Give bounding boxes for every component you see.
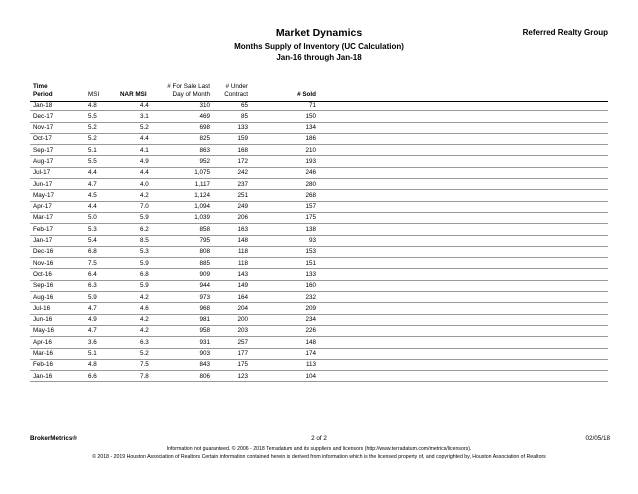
cell-sold: 209 bbox=[305, 304, 316, 312]
cell-msi: 5.2 bbox=[88, 124, 97, 132]
cell-msi: 5.1 bbox=[88, 146, 97, 154]
cell-time-period: Apr-17 bbox=[33, 203, 52, 211]
table-body bbox=[30, 100, 608, 382]
cell-time-period: Nov-17 bbox=[33, 124, 54, 132]
footer-copyright: © 2018 - 2019 Houston Association of Realtors Certain information contained herein is derived from information which is the licensed property of, and copyrighted by, Houston Association of Realtors bbox=[92, 454, 546, 460]
cell-for-sale: 858 bbox=[199, 225, 210, 233]
cell-for-sale: 1,124 bbox=[194, 191, 210, 199]
cell-msi: 6.3 bbox=[88, 282, 97, 290]
cell-under-contract: 172 bbox=[237, 157, 248, 165]
cell-nar-msi: 4.4 bbox=[140, 169, 149, 177]
brokerage-name: Referred Realty Group bbox=[522, 28, 608, 37]
cell-nar-msi: 3.1 bbox=[140, 112, 149, 120]
cell-msi: 5.5 bbox=[88, 157, 97, 165]
cell-msi: 4.7 bbox=[88, 304, 97, 312]
cell-time-period: Sep-16 bbox=[33, 282, 54, 290]
cell-time-period: Jun-16 bbox=[33, 316, 53, 324]
cell-time-period: Aug-17 bbox=[33, 157, 54, 165]
cell-msi: 4.7 bbox=[88, 180, 97, 188]
cell-nar-msi: 6.8 bbox=[140, 270, 149, 278]
cell-under-contract: 163 bbox=[237, 225, 248, 233]
cell-under-contract: 123 bbox=[237, 372, 248, 380]
cell-for-sale: 795 bbox=[199, 237, 210, 245]
table-row bbox=[30, 337, 608, 348]
cell-nar-msi: 8.5 bbox=[140, 237, 149, 245]
cell-for-sale: 1,094 bbox=[194, 203, 210, 211]
cell-for-sale: 944 bbox=[199, 282, 210, 290]
cell-nar-msi: 4.6 bbox=[140, 304, 149, 312]
cell-time-period: Dec-16 bbox=[33, 248, 54, 256]
cell-under-contract: 204 bbox=[237, 304, 248, 312]
cell-msi: 4.5 bbox=[88, 191, 97, 199]
column-header-for-sale bbox=[155, 83, 210, 99]
cell-for-sale: 469 bbox=[199, 112, 210, 120]
cell-nar-msi: 7.5 bbox=[140, 361, 149, 369]
cell-for-sale: 909 bbox=[199, 270, 210, 278]
footer-page-number: 2 of 2 bbox=[311, 435, 327, 442]
cell-for-sale: 1,075 bbox=[194, 169, 210, 177]
column-header-line: Period bbox=[33, 91, 53, 98]
table-row bbox=[30, 292, 608, 303]
cell-sold: 150 bbox=[305, 112, 316, 120]
cell-sold: 280 bbox=[305, 180, 316, 188]
cell-time-period: Nov-16 bbox=[33, 259, 54, 267]
cell-time-period: Jan-16 bbox=[33, 372, 53, 380]
cell-time-period: Jan-18 bbox=[33, 101, 53, 109]
column-header-sold: # Sold bbox=[297, 91, 316, 98]
cell-nar-msi: 4.9 bbox=[140, 157, 149, 165]
table-row bbox=[30, 269, 608, 280]
cell-nar-msi: 5.2 bbox=[140, 124, 149, 132]
table-row bbox=[30, 145, 608, 156]
cell-time-period: Apr-16 bbox=[33, 338, 52, 346]
column-header-time-period bbox=[33, 83, 53, 99]
report-date-range: Jan-16 through Jan-18 bbox=[276, 53, 362, 62]
table-row bbox=[30, 326, 608, 337]
cell-nar-msi: 5.9 bbox=[140, 214, 149, 222]
table-row bbox=[30, 156, 608, 167]
cell-sold: 193 bbox=[305, 157, 316, 165]
cell-nar-msi: 5.9 bbox=[140, 282, 149, 290]
cell-nar-msi: 5.9 bbox=[140, 259, 149, 267]
table-row bbox=[30, 213, 608, 224]
cell-msi: 4.9 bbox=[88, 316, 97, 324]
cell-time-period: Sep-17 bbox=[33, 146, 54, 154]
cell-sold: 232 bbox=[305, 293, 316, 301]
cell-under-contract: 200 bbox=[237, 316, 248, 324]
cell-sold: 157 bbox=[305, 203, 316, 211]
cell-time-period: Oct-17 bbox=[33, 135, 52, 143]
cell-time-period: May-17 bbox=[33, 191, 54, 199]
cell-under-contract: 148 bbox=[237, 237, 248, 245]
report-title: Market Dynamics bbox=[275, 27, 363, 39]
table-row bbox=[30, 281, 608, 292]
cell-sold: 134 bbox=[305, 124, 316, 132]
cell-nar-msi: 4.2 bbox=[140, 316, 149, 324]
cell-under-contract: 249 bbox=[237, 203, 248, 211]
cell-for-sale: 952 bbox=[199, 157, 210, 165]
cell-under-contract: 159 bbox=[237, 135, 248, 143]
column-header-line: # Under bbox=[225, 83, 248, 90]
cell-for-sale: 310 bbox=[199, 101, 210, 109]
cell-under-contract: 65 bbox=[240, 101, 248, 109]
cell-msi: 6.6 bbox=[88, 372, 97, 380]
cell-under-contract: 257 bbox=[237, 338, 248, 346]
table-row bbox=[30, 190, 608, 201]
cell-under-contract: 242 bbox=[237, 169, 248, 177]
table-row bbox=[30, 202, 608, 213]
cell-for-sale: 968 bbox=[199, 304, 210, 312]
cell-under-contract: 168 bbox=[237, 146, 248, 154]
column-header-under-contract bbox=[220, 83, 248, 99]
cell-msi: 4.4 bbox=[88, 169, 97, 177]
cell-under-contract: 85 bbox=[240, 112, 248, 120]
cell-nar-msi: 4.4 bbox=[140, 101, 149, 109]
cell-for-sale: 843 bbox=[199, 361, 210, 369]
cell-msi: 5.4 bbox=[88, 237, 97, 245]
cell-under-contract: 206 bbox=[237, 214, 248, 222]
table-row bbox=[30, 134, 608, 145]
table-row bbox=[30, 315, 608, 326]
cell-for-sale: 958 bbox=[199, 327, 210, 335]
table-row bbox=[30, 349, 608, 360]
table-row bbox=[30, 224, 608, 235]
cell-sold: 104 bbox=[305, 372, 316, 380]
cell-under-contract: 118 bbox=[237, 259, 248, 267]
cell-sold: 268 bbox=[305, 191, 316, 199]
cell-for-sale: 806 bbox=[199, 372, 210, 380]
cell-sold: 93 bbox=[308, 237, 316, 245]
cell-under-contract: 149 bbox=[237, 282, 248, 290]
table-row bbox=[30, 236, 608, 247]
cell-under-contract: 177 bbox=[237, 350, 248, 358]
cell-for-sale: 1,117 bbox=[194, 180, 210, 188]
table-row bbox=[30, 258, 608, 269]
table-row bbox=[30, 179, 608, 190]
cell-msi: 5.0 bbox=[88, 214, 97, 222]
table-row bbox=[30, 303, 608, 314]
cell-nar-msi: 4.1 bbox=[140, 146, 149, 154]
cell-msi: 5.9 bbox=[88, 293, 97, 301]
cell-msi: 6.4 bbox=[88, 270, 97, 278]
cell-time-period: Oct-16 bbox=[33, 270, 52, 278]
cell-sold: 226 bbox=[305, 327, 316, 335]
cell-nar-msi: 6.3 bbox=[140, 338, 149, 346]
cell-for-sale: 863 bbox=[199, 146, 210, 154]
cell-time-period: Dec-17 bbox=[33, 112, 54, 120]
cell-msi: 4.8 bbox=[88, 361, 97, 369]
cell-msi: 5.2 bbox=[88, 135, 97, 143]
table-header bbox=[30, 81, 608, 102]
cell-nar-msi: 4.4 bbox=[140, 135, 149, 143]
cell-nar-msi: 4.0 bbox=[140, 180, 149, 188]
footer-disclaimer: Information not guaranteed. © 2006 - 2018 Terradatum and its suppliers and licensors (http://www.terradatum.com/metrics/licensors). bbox=[166, 446, 472, 452]
cell-for-sale: 885 bbox=[199, 259, 210, 267]
cell-under-contract: 164 bbox=[237, 293, 248, 301]
cell-time-period: Jul-17 bbox=[33, 169, 51, 177]
column-header-msi: MSI bbox=[88, 91, 100, 98]
table-row bbox=[30, 371, 608, 382]
cell-sold: 210 bbox=[305, 146, 316, 154]
cell-sold: 151 bbox=[305, 259, 316, 267]
cell-sold: 234 bbox=[305, 316, 316, 324]
cell-sold: 246 bbox=[305, 169, 316, 177]
cell-sold: 148 bbox=[305, 338, 316, 346]
cell-msi: 4.8 bbox=[88, 101, 97, 109]
cell-time-period: May-16 bbox=[33, 327, 54, 335]
cell-for-sale: 973 bbox=[199, 293, 210, 301]
cell-for-sale: 1,039 bbox=[194, 214, 210, 222]
column-header-nar-msi: NAR MSI bbox=[120, 91, 147, 98]
cell-under-contract: 133 bbox=[237, 124, 248, 132]
cell-nar-msi: 7.8 bbox=[140, 372, 149, 380]
cell-sold: 133 bbox=[305, 270, 316, 278]
footer-product-name: BrokerMetrics® bbox=[30, 435, 77, 442]
cell-nar-msi: 4.2 bbox=[140, 293, 149, 301]
cell-msi: 7.5 bbox=[88, 259, 97, 267]
cell-nar-msi: 5.3 bbox=[140, 248, 149, 256]
cell-nar-msi: 7.0 bbox=[140, 203, 149, 211]
cell-time-period: Jan-17 bbox=[33, 237, 53, 245]
cell-under-contract: 175 bbox=[237, 361, 248, 369]
table-row bbox=[30, 111, 608, 122]
cell-msi: 5.5 bbox=[88, 112, 97, 120]
column-header-line: Time bbox=[33, 83, 48, 90]
cell-time-period: Mar-17 bbox=[33, 214, 53, 222]
cell-for-sale: 698 bbox=[199, 124, 210, 132]
table-row bbox=[30, 123, 608, 134]
cell-time-period: Mar-16 bbox=[33, 350, 53, 358]
cell-time-period: Aug-16 bbox=[33, 293, 54, 301]
cell-sold: 160 bbox=[305, 282, 316, 290]
table-row bbox=[30, 168, 608, 179]
table-row bbox=[30, 360, 608, 371]
footer-date: 02/05/18 bbox=[585, 435, 610, 442]
cell-msi: 6.8 bbox=[88, 248, 97, 256]
cell-sold: 113 bbox=[305, 361, 316, 369]
cell-sold: 174 bbox=[305, 350, 316, 358]
cell-under-contract: 237 bbox=[237, 180, 248, 188]
cell-sold: 138 bbox=[305, 225, 316, 233]
cell-under-contract: 203 bbox=[237, 327, 248, 335]
cell-under-contract: 118 bbox=[237, 248, 248, 256]
cell-nar-msi: 5.2 bbox=[140, 350, 149, 358]
cell-under-contract: 143 bbox=[237, 270, 248, 278]
cell-sold: 186 bbox=[305, 135, 316, 143]
column-header-line: # For Sale Last bbox=[167, 83, 210, 90]
cell-time-period: Feb-16 bbox=[33, 361, 53, 369]
cell-msi: 5.1 bbox=[88, 350, 97, 358]
cell-sold: 153 bbox=[305, 248, 316, 256]
cell-msi: 5.3 bbox=[88, 225, 97, 233]
cell-sold: 71 bbox=[308, 101, 316, 109]
column-header-line: Contract bbox=[224, 91, 248, 98]
cell-time-period: Feb-17 bbox=[33, 225, 53, 233]
cell-time-period: Jul-16 bbox=[33, 304, 51, 312]
cell-msi: 3.6 bbox=[88, 338, 97, 346]
cell-nar-msi: 6.2 bbox=[140, 225, 149, 233]
cell-msi: 4.7 bbox=[88, 327, 97, 335]
cell-for-sale: 981 bbox=[199, 316, 210, 324]
cell-for-sale: 808 bbox=[199, 248, 210, 256]
cell-for-sale: 931 bbox=[199, 338, 210, 346]
cell-msi: 4.4 bbox=[88, 203, 97, 211]
column-header-line: Day of Month bbox=[172, 91, 210, 98]
cell-nar-msi: 4.2 bbox=[140, 191, 149, 199]
table-row bbox=[30, 100, 608, 111]
cell-for-sale: 903 bbox=[199, 350, 210, 358]
cell-for-sale: 825 bbox=[199, 135, 210, 143]
cell-time-period: Jun-17 bbox=[33, 180, 53, 188]
table-row bbox=[30, 247, 608, 258]
cell-nar-msi: 4.2 bbox=[140, 327, 149, 335]
cell-under-contract: 251 bbox=[237, 191, 248, 199]
report-subtitle: Months Supply of Inventory (UC Calculation) bbox=[234, 42, 404, 51]
cell-sold: 175 bbox=[305, 214, 316, 222]
